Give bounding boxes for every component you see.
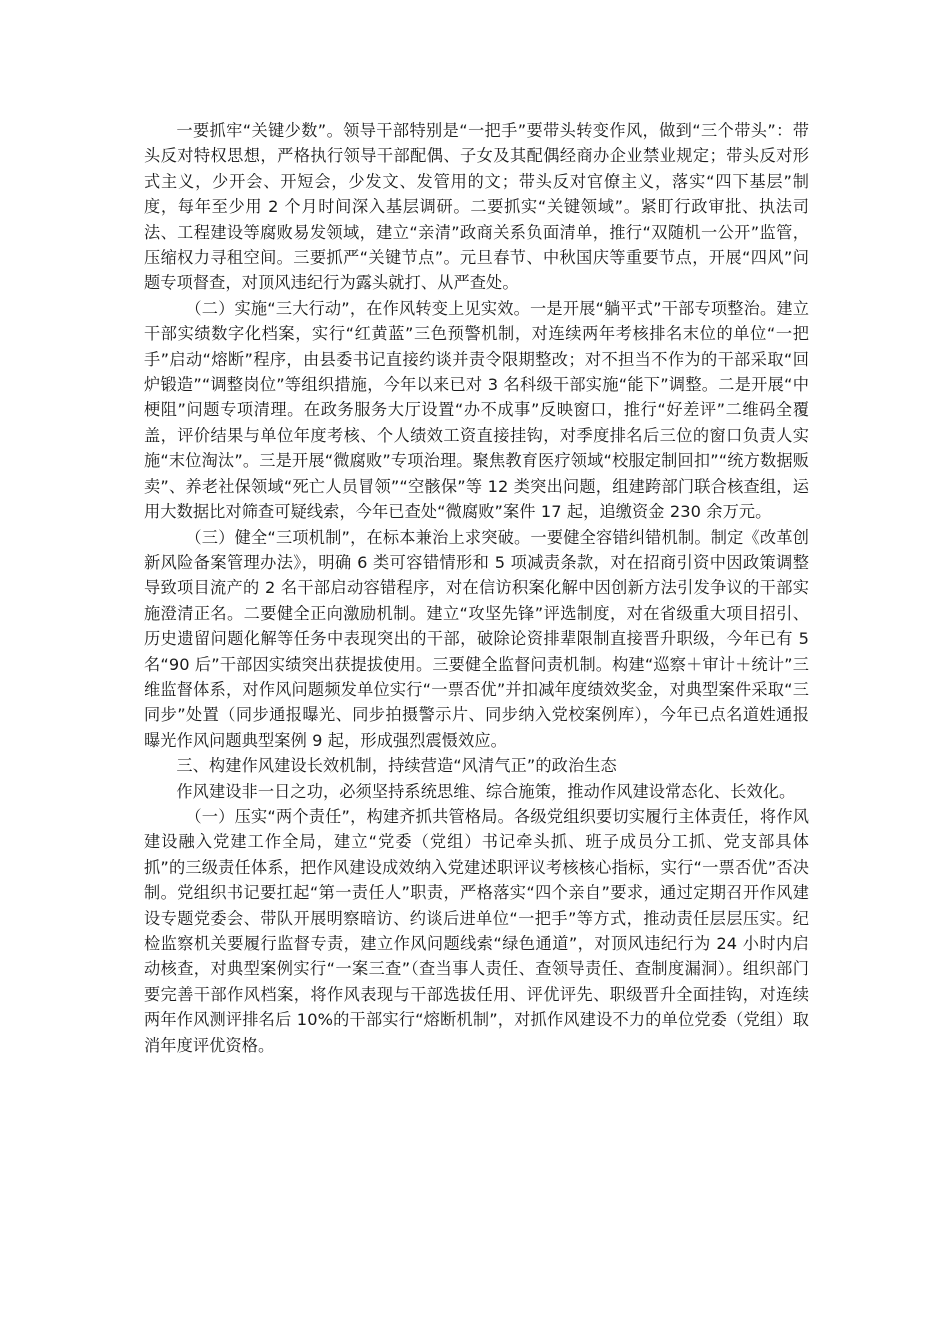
paragraph-key-minority: 一要抓牢“关键少数”。领导干部特别是“一把手”要带头转变作风，做到“三个带头”：带头反对特权思想，严格执行领导干部配偶、子女及其配偶经商办企业禁业规定；带头反对形式主义，少开会、开短会，少发文、发管用的文；带头反对官僚主义，落实“四下基层”制度，每年至少用 2 个月时间深入基层调研。二要抓实“关键领域”。紧盯行政审批、执法司法、工程建设等腐败易发领域，建立“亲清”政商关系负面清单，推行“双随机一公开”监管，压缩权力寻租空间。三要抓严“关键节点”。元旦春节、中秋国庆等重要节点，开展“四风”问题专项督查，对顶风违纪行为露头就打、从严查处。 [144,121,809,293]
paragraph-three-mechanisms [144,525,809,754]
section-heading-three: 三、构建作风建设长效机制，持续营造“风清气正”的政治生态 [176,756,617,776]
paragraph-three-actions [144,296,809,525]
paragraph-three-actions-text: （二）实施“三大行动”，在作风转变上见实效。一是开展“躺平式”干部专项整治。建立干部实绩数字化档案，实行“红黄蓝”三色预警机制，对连续两年考核排名末位的单位“一把手”启动“熔断”程序，由县委书记直接约谈并责令限期整改；对不担当不作为的干部采取“回炉锻造”“调整岗位”等组织措施，今年以来已对 3 名科级干部实施“能下”调整。二是开展“中梗阻”问题专项清理。在政务服务大厅设置“办不成事”反映窗口，推行“好差评”二维码全覆盖，评价结果与单位年度考核、个人绩效工资直接挂钩，对季度排名后三位的窗口负责人实施“末位淘汰”。三是开展“微腐败”专项治理。聚焦教育医疗领域“校服定制回扣”“统方数据贩卖”、养老社保领域“死亡人员冒领”“空骸保”等 12 类突出问题，组建跨部门联合核查组，运用大数据比对筛查可疑线索，今年已查处“微腐败”案件 17 起，追缴资金 230 余万元。 [144,298,809,522]
paragraph-two-responsibilities [144,804,809,1058]
paragraph-intro-long-term: 作风建设非一日之功，必须坚持系统思维、综合施策，推动作风建设常态化、长效化。 [176,781,796,801]
paragraph-three-mechanisms-text: （三）健全“三项机制”，在标本兼治上求突破。一要健全容错纠错机制。制定《改革创新风险备案管理办法》，明确 6 类可容错情形和 5 项减责条款，对在招商引资中因政策调整导致项目流产的 2 名干部启动容错程序，对在信访积案化解中因创新方法引发争议的干部实施澄清正名。二要健全正向激励机制。建立“攻坚先锋”评选制度，对在省级重大项目招引、历史遗留问题化解等任务中表现突出的干部，破除论资排辈限制直接晋升职级，今年已有 5 名“90 后”干部因实绩突出获提拔使用。三要健全监督问责机制。构建“巡察＋审计＋统计”三维监督体系，对作风问题频发单位实行“一票否优”并扣减年度绩效奖金，对典型案件采取“三同步”处置（同步通报曝光、同步拍摄警示片、同步纳入党校案例库），今年已点名道姓通报曝光作风问题典型案例 9 起，形成强烈震慑效应。 [144,527,809,750]
document-body [144,118,809,1058]
paragraph-two-responsibilities-text: （一）压实“两个责任”，构建齐抓共管格局。各级党组织要切实履行主体责任，将作风建设融入党建工作全局，建立“党委（党组）书记牵头抓、班子成员分工抓、党支部具体抓”的三级责任体系，把作风建设成效纳入党建述职评议考核核心指标，实行“一票否优”否决制。党组织书记要扛起“第一责任人”职责，严格落实“四个亲自”要求，通过定期召开作风建设专题党委会、带队开展明察暗访、约谈后进单位“一把手”等方式，推动责任层层压实。纪检监察机关要履行监督专责，建立作风问题线索“绿色通道”，对顶风违纪行为 24 小时内启动核查，对典型案例实行“一案三查”（查当事人责任、查领导责任、查制度漏洞）。组织部门要完善干部作风档案，将作风表现与干部选拔任用、评优评先、职级晋升全面挂钩，对连续两年作风测评排名后 10%的干部实行“熔断机制”，对抓作风建设不力的单位党委（党组）取消年度评优资格。 [144,806,809,1055]
